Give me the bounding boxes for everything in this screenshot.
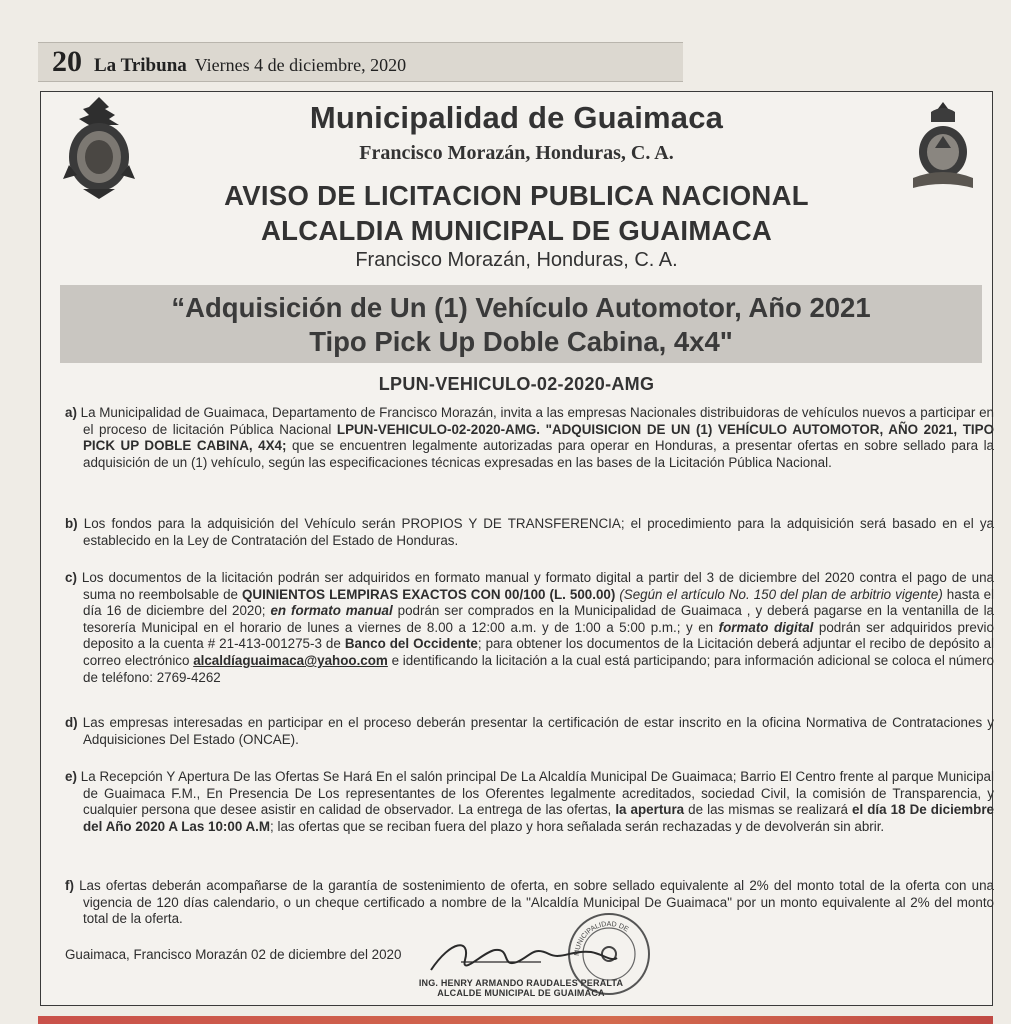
paragraph-bold-text: QUINIENTOS LEMPIRAS EXACTOS CON 00/100 (L. 500.00) <box>241 586 616 602</box>
paragraph-italic-text: (Según el artículo No. 150 del plan de arbitrio vigente) <box>615 586 943 602</box>
paragraph-c <box>65 570 994 686</box>
paragraph-label: c) <box>65 570 77 585</box>
newspaper-name: La Tribuna <box>94 55 187 76</box>
paragraph-bold-italic-text: formato digital <box>718 619 814 635</box>
tender-code: LPUN-VEHICULO-02-2020-AMG <box>378 374 655 394</box>
paragraph-text: ; las ofertas que se reciban fuera del plazo y hora señalada serán rechazadas y de devolverán sin abrir. <box>270 818 885 834</box>
paragraph-text: Las ofertas deberán acompañarse de la garantía de sostenimiento de oferta, en sobre sellado equivalente al 2% del monto total de la oferta con una vigencia de 120 días calendario, o un cheque certificado a nombre de la "Alcaldía Municipal De Guaimaca" por un monto equivalente al 2% del monto total de la oferta. <box>79 878 994 927</box>
paragraph-label: f) <box>65 878 74 893</box>
place-and-date: Guaimaca, Francisco Morazán 02 de diciembre del 2020 <box>65 947 402 962</box>
paragraph-b <box>65 516 994 549</box>
paragraph-text: podrán ser adquiridos previo deposito a la cuenta # 21-413-001275-3 de <box>83 619 994 652</box>
paragraph-text: Los documentos de la licitación podrán ser adquiridos en formato manual y formato digital a partir del 3 de diciembre del 2020 contra el pago de una suma no reembolsable de <box>81 570 994 602</box>
location-line: Francisco Morazán, Honduras, C. A. <box>355 249 678 271</box>
paragraph-text: que se encuentren legalmente autorizadas para operar en Honduras, a presentar ofertas en sobre sellado para la adquisición de un (1) vehículo, según las especificaciones técnicas expresadas en las bases de la Licitación Pública Nacional. <box>83 438 994 470</box>
bank-name: Banco del Occidente <box>344 636 478 652</box>
newspaper-masthead <box>38 42 683 82</box>
paragraph-bold-text: el día 18 De diciembre del Año 2020 A Las 10:00 A.M <box>83 802 994 834</box>
paragraph-text: La Municipalidad de Guaimaca, Departamento de Francisco Morazán, invita a las empresas Nacionales distribuidoras de vehículos nuevos a participar en el proceso de licitación Pública Nacional <box>80 405 994 437</box>
subject-banner <box>60 285 982 363</box>
paragraph-text: La Recepción Y Apertura De las Ofertas Se Hará En el salón principal De La Alcaldía Municipal De Guaimaca; Barrio El Centro frente al parque Municipal de Guaimaca F.M., En Presencia De Los representantes de los Oferentes legalmente acreditados, sociedad Civil, la comisión de Transparencia, y cualquier persona que desee asistir en calidad de observador. La entrega de las ofertas, <box>80 769 994 818</box>
paragraph-bold-text: LPUN-VEHICULO-02-2020-AMG. "ADQUISICION DE UN (1) VEHÍCULO AUTOMOTOR, AÑO 2021, TIPO PICK UP DOBLE CABINA, 4X4; <box>83 421 994 454</box>
paragraph-text: Las empresas interesadas en participar en el proceso deberán presentar la certificación de estar inscrito en la oficina Normativa de Contrataciones y Adquisiciones Del Estado (ONCAE). <box>82 715 994 747</box>
office-heading: ALCALDIA MUNICIPAL DE GUAIMACA <box>260 215 773 246</box>
paragraph-label: d) <box>65 715 78 730</box>
signer-title: ALCALDE MUNICIPAL DE GUAIMACA <box>437 988 605 998</box>
publication-date: Viernes 4 de diciembre, 2020 <box>194 55 407 75</box>
municipality-heading: Municipalidad de Guaimaca <box>309 100 724 135</box>
paragraph-text: ; para obtener los documentos de la Licitación deberá adjuntar el recibo de depósito al correo electrónico <box>83 636 994 668</box>
signer-name: ING. HENRY ARMANDO RAUDALES PERALTA <box>418 978 624 988</box>
paragraph-text: hasta el día 16 de diciembre del 2020; <box>83 586 995 619</box>
page-number: 20 <box>52 45 82 78</box>
paragraph-f <box>65 878 994 928</box>
seal-text: MUNICIPALIDAD DE <box>573 920 630 957</box>
subject-line-1: “Adquisición de Un (1) Vehículo Automotor, Año 2021 <box>171 292 871 323</box>
paragraph-text: podrán ser comprados en la Municipalidad de Guaimaca , y deberá pagarse en la ventanilla de la tesorería Municipal en el horario de lunes a viernes de 8.00 a 12:00 a.m. y de 1:00 a 5:00 p.m.; y en <box>83 603 995 635</box>
paragraph-text: e identificando la licitación a la cual está participando; para información adicional se coloca el número de teléfono: 2769-4262 <box>83 652 994 685</box>
email-link[interactable]: alcaldíaguaimaca@yahoo.com <box>193 652 388 668</box>
paragraph-e <box>65 769 994 835</box>
paragraph-bold-text: la apertura <box>615 802 685 818</box>
next-article-strip <box>38 1016 993 1024</box>
mayor-signature-icon <box>421 932 621 982</box>
paragraph-label: e) <box>65 769 77 784</box>
subject-line-2: Tipo Pick Up Doble Cabina, 4x4" <box>309 326 733 357</box>
paragraph-text: de las mismas se realizará <box>684 802 853 818</box>
paragraph-label: b) <box>65 516 78 531</box>
paragraph-bold-italic-text: en formato manual <box>270 603 393 619</box>
notice-title: AVISO DE LICITACION PUBLICA NACIONAL <box>224 180 809 211</box>
paragraph-label: a) <box>65 405 77 420</box>
paragraph-a <box>65 405 994 471</box>
paragraph-text: Los fondos para la adquisición del Vehículo serán PROPIOS Y DE TRANSFERENCIA; el procedimiento para la adquisición será basado en el ya establecido en la Ley de Contratación del Estado de Honduras. <box>83 516 994 548</box>
public-notice <box>40 91 993 1006</box>
location-subheading: Francisco Morazán, Honduras, C. A. <box>359 142 674 164</box>
paragraph-d <box>65 715 994 748</box>
